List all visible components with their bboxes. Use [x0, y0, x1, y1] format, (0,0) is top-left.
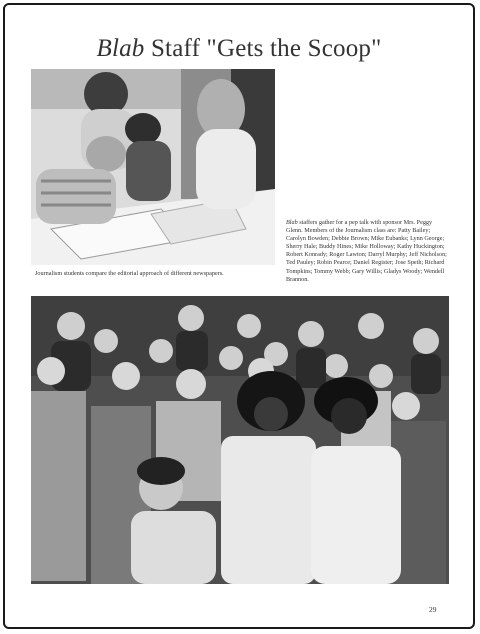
page-number: 29: [429, 605, 437, 614]
caption-body: staffers gather for a pep talk with sponsor Mrs. Peggy Glenn. Members of the Journalism class are: Patty Bailey; Carolyn Bowden; Debbie Brown; Mike Eubanks; Lynn George; Sherry Hale; Buddy Hines; Mike Holloway; Kathy Huckington; Robert Konrady; Roger Lawton; Darryl Murphy; Jeff Nicholson; Ted Pauley; Robin Pearce; Daniel Register; Jose Speth; Richard Tompkins; Tommy Webb; Gary Willis; Gladys Woody; Wendell Brannon.: [286, 219, 447, 283]
top-photo-caption: Journalism students compare the editorial approach of different newspapers.: [35, 270, 224, 277]
caption-italic-word: Blab: [286, 219, 298, 226]
blab-staff-group-photo: [31, 296, 449, 584]
page-title: [5, 35, 473, 63]
journalism-students-photo: [31, 69, 275, 265]
group-photo-caption: [286, 219, 450, 284]
students-photo-drawing: [31, 69, 275, 265]
yearbook-page: [3, 3, 475, 629]
group-photo-drawing: [31, 296, 449, 584]
title-italic-word: Blab: [96, 35, 145, 62]
title-rest: Staff "Gets the Scoop": [144, 35, 382, 62]
